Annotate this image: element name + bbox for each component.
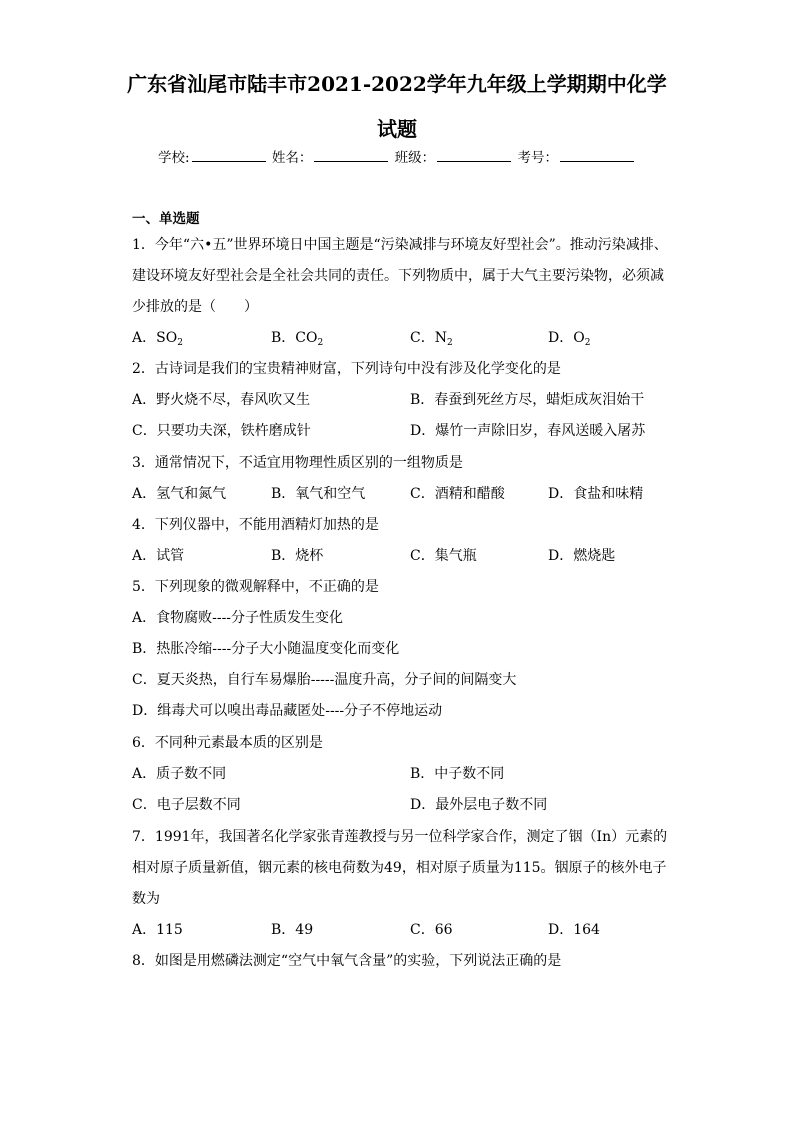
q2-option-d: D．爆竹一声除旧岁，春风送暖入屠苏: [410, 423, 646, 439]
student-info-row: [0, 146, 794, 166]
q7-option-a: A．115: [132, 922, 183, 938]
exam-no-label: 考号：: [517, 150, 558, 166]
q1-option-c-text: C．N: [410, 330, 447, 346]
section-heading: 一、单选题: [132, 211, 200, 227]
q2-option-b: B．春蚕到死丝方尽，蜡炬成灰泪始干: [410, 392, 645, 408]
q5-option-c: C．夏天炎热，自行车易爆胎-----温度升高，分子间的间隔变大: [132, 672, 517, 688]
q1-option-b-text: B．CO: [271, 330, 318, 346]
q7-stem-line1: 7．1991年，我国著名化学家张青莲教授与另一位科学家合作，测定了铟（In）元素的: [132, 829, 668, 845]
q6-option-c: C．电子层数不同: [132, 797, 241, 813]
q2-option-a: A．野火烧不尽，春风吹又生: [132, 392, 311, 408]
q6-stem: 6．不同种元素最本质的区别是: [132, 735, 323, 751]
q4-option-a: A．试管: [132, 548, 185, 564]
q1-option-b: [271, 327, 323, 347]
q8-stem: 8．如图是用燃磷法测定“空气中氧气含量”的实验，下列说法正确的是: [132, 953, 562, 969]
q5-stem: 5．下列现象的微观解释中，不正确的是: [132, 579, 379, 595]
q6-option-b: B．中子数不同: [410, 766, 505, 782]
q6-option-d: D．最外层电子数不同: [410, 797, 548, 813]
class-blank[interactable]: [437, 149, 511, 162]
q5-option-d: D．缉毒犬可以嗅出毒品藏匿处----分子不停地运动: [132, 703, 443, 719]
q5-option-a: A．食物腐败----分子性质发生变化: [132, 610, 344, 626]
q3-option-b: B．氧气和空气: [271, 486, 366, 502]
q4-option-d: D．燃烧匙: [548, 548, 616, 564]
school-blank[interactable]: [192, 149, 266, 162]
page-title-line1: 广东省汕尾市陆丰市2021-2022学年九年级上学期期中化学: [127, 72, 667, 96]
q1-option-c-sub: 2: [446, 338, 453, 348]
q1-stem-line1: 1．今年“六•五”世界环境日中国主题是“污染减排与环境友好型社会”。推动污染减排、: [132, 237, 668, 253]
q4-stem: 4．下列仪器中，不能用酒精灯加热的是: [132, 517, 379, 533]
q1-stem-line3: 少排放的是（ ）: [132, 299, 258, 315]
q1-option-a-text: A．SO: [132, 330, 178, 346]
q3-option-c: C．酒精和醋酸: [410, 486, 505, 502]
exam-no-blank[interactable]: [560, 149, 634, 162]
q1-option-d-sub: 2: [584, 338, 591, 348]
q1-option-a: [132, 327, 183, 347]
q1-option-d-text: D．O: [548, 330, 585, 346]
q3-stem: 3．通常情况下，不适宜用物理性质区别的一组物质是: [132, 455, 463, 471]
q4-option-b: B．烧杯: [271, 548, 324, 564]
q7-option-d: D．164: [548, 922, 600, 938]
school-label: 学校:: [158, 150, 190, 166]
q7-stem-line2: 相对原子质量新值，铟元素的核电荷数为49，相对原子质量为115。铟原子的核外电子: [132, 860, 667, 876]
q5-option-b: B．热胀冷缩----分子大小随温度变化而变化: [132, 641, 400, 657]
q2-stem: 2．古诗词是我们的宝贵精神财富，下列诗句中没有涉及化学变化的是: [132, 361, 561, 377]
q3-option-d: D．食盐和味精: [548, 486, 644, 502]
q2-option-c: C．只要功夫深，铁杵磨成针: [132, 423, 311, 439]
q6-option-a: A．质子数不同: [132, 766, 227, 782]
q7-option-b: B．49: [271, 922, 314, 938]
q1-option-d: [548, 327, 590, 347]
q1-option-a-sub: 2: [177, 338, 183, 348]
q7-stem-line3: 数为: [132, 891, 160, 907]
class-label: 班级：: [394, 150, 436, 166]
name-blank[interactable]: [314, 149, 388, 162]
name-label: 姓名：: [271, 150, 313, 166]
q4-option-c: C．集气瓶: [410, 548, 477, 564]
page-title-line2: 试题: [377, 117, 417, 141]
q1-stem-line2: 建设环境友好型社会是全社会共同的责任。下列物质中，属于大气主要污染物，必须减: [132, 268, 664, 284]
q1-option-c: [410, 327, 453, 347]
q1-option-b-sub: 2: [317, 338, 324, 348]
q3-option-a: A．氢气和氮气: [132, 486, 227, 502]
q7-option-c: C．66: [410, 922, 453, 938]
